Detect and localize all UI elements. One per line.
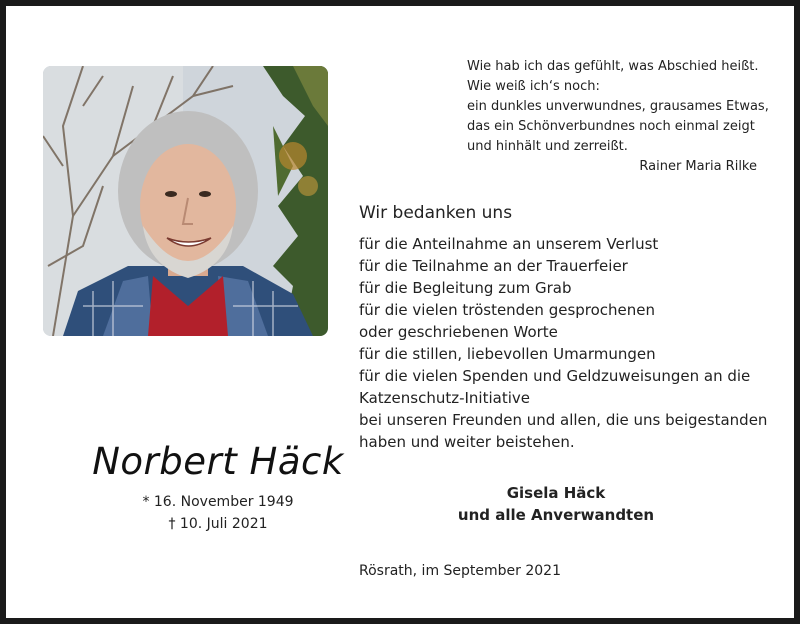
birth-date: * 16. November 1949 — [142, 494, 294, 510]
thanks-line: bei unseren Freunden und allen, die uns beigestanden — [359, 411, 768, 429]
poem-line: Wie hab ich das gefühlt, was Abschied heißt. — [467, 59, 759, 74]
signature-relatives: und alle Anverwandten — [457, 506, 655, 524]
portrait-photo-icon — [43, 66, 328, 336]
thanks-list — [359, 233, 779, 453]
signature-name: Gisela Häck — [506, 484, 606, 502]
thanks-heading: Wir bedanken uns — [359, 203, 513, 223]
signature — [446, 482, 666, 526]
place-date: Rösrath, im September 2021 — [359, 563, 561, 579]
thanks-line: für die Teilnahme an der Trauerfeier — [359, 257, 628, 275]
life-dates — [43, 491, 393, 535]
poem-author: Rainer Maria Rilke — [639, 159, 757, 174]
poem-line: ein dunkles unverwundnes, grausames Etwas, — [467, 99, 769, 114]
poem-quote — [467, 57, 769, 177]
death-date: † 10. Juli 2021 — [168, 516, 268, 532]
poem-line: und hinhält und zerreißt. — [467, 139, 628, 154]
thanks-line: für die Begleitung zum Grab — [359, 279, 572, 297]
thanks-line: oder geschriebenen Worte — [359, 323, 558, 341]
thanks-line: für die vielen tröstenden gesprochenen — [359, 301, 656, 319]
poem-line: Wie weiß ich‘s noch: — [467, 79, 600, 94]
thanks-line: für die stillen, liebevollen Umarmungen — [359, 345, 656, 363]
thanks-line: Katzenschutz-Initiative — [359, 389, 530, 407]
thanks-line: für die vielen Spenden und Geldzuweisungen an die — [359, 367, 751, 385]
poem-line: das ein Schönverbundnes noch einmal zeigt — [467, 119, 755, 134]
portrait-photo — [43, 66, 328, 336]
thanks-line: haben und weiter beistehen. — [359, 433, 575, 451]
deceased-name: Norbert Häck — [92, 440, 344, 483]
thanks-line: für die Anteilnahme an unserem Verlust — [359, 235, 659, 253]
